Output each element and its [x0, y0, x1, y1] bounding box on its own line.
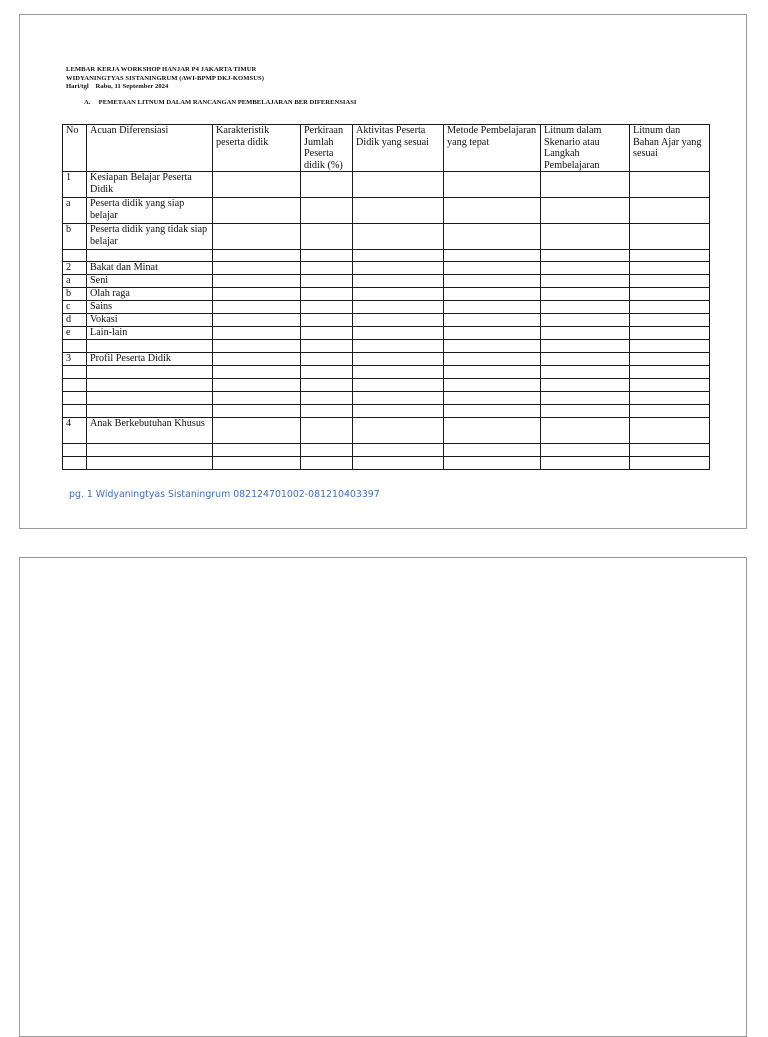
- empty-cell[interactable]: [541, 457, 630, 470]
- empty-cell[interactable]: [301, 314, 353, 327]
- table-row: [63, 172, 710, 198]
- empty-cell[interactable]: [444, 405, 541, 418]
- row-acuan-cell: Vokasi: [87, 314, 213, 327]
- empty-cell[interactable]: [444, 444, 541, 457]
- row-acuan-cell: [87, 250, 213, 262]
- document-header: [66, 66, 264, 92]
- empty-cell[interactable]: [213, 405, 301, 418]
- mapping-table: [62, 124, 710, 470]
- empty-cell[interactable]: [301, 444, 353, 457]
- section-marker: A.: [84, 99, 91, 106]
- empty-cell[interactable]: [541, 418, 630, 444]
- empty-cell[interactable]: [213, 198, 301, 224]
- row-acuan-cell: [87, 444, 213, 457]
- row-acuan-cell: [87, 392, 213, 405]
- row-number-cell: 1: [63, 172, 87, 198]
- empty-cell[interactable]: [630, 301, 710, 314]
- table-row: [63, 327, 710, 340]
- empty-cell[interactable]: [353, 353, 444, 366]
- row-acuan-cell: [87, 340, 213, 353]
- empty-cell[interactable]: [630, 379, 710, 392]
- empty-cell[interactable]: [301, 392, 353, 405]
- table-row: [63, 262, 710, 275]
- empty-cell[interactable]: [301, 327, 353, 340]
- empty-cell[interactable]: [541, 250, 630, 262]
- empty-cell[interactable]: [353, 314, 444, 327]
- empty-cell[interactable]: [541, 379, 630, 392]
- empty-cell[interactable]: [541, 366, 630, 379]
- row-number-cell: d: [63, 314, 87, 327]
- row-acuan-cell: [87, 379, 213, 392]
- empty-cell[interactable]: [541, 198, 630, 224]
- row-number-cell: [63, 405, 87, 418]
- row-acuan-cell: Bakat dan Minat: [87, 262, 213, 275]
- empty-cell[interactable]: [353, 301, 444, 314]
- row-acuan-cell: Lain-lain: [87, 327, 213, 340]
- empty-cell[interactable]: [444, 288, 541, 301]
- row-number-cell: [63, 250, 87, 262]
- table-row: [63, 288, 710, 301]
- row-acuan-cell: Sains: [87, 301, 213, 314]
- header-acuan: Acuan Diferensiasi: [87, 125, 213, 172]
- empty-cell[interactable]: [213, 262, 301, 275]
- empty-cell[interactable]: [353, 327, 444, 340]
- empty-cell[interactable]: [213, 327, 301, 340]
- row-acuan-cell: Peserta didik yang tidak siap belajar: [87, 224, 213, 250]
- table-row: [63, 379, 710, 392]
- empty-cell[interactable]: [630, 314, 710, 327]
- empty-cell[interactable]: [541, 172, 630, 198]
- row-acuan-cell: [87, 457, 213, 470]
- row-number-cell: 3: [63, 353, 87, 366]
- section-heading: [84, 99, 356, 106]
- empty-cell[interactable]: [213, 340, 301, 353]
- row-number-cell: a: [63, 198, 87, 224]
- empty-cell[interactable]: [630, 327, 710, 340]
- empty-cell[interactable]: [301, 198, 353, 224]
- empty-cell[interactable]: [353, 172, 444, 198]
- empty-cell[interactable]: [213, 392, 301, 405]
- empty-cell[interactable]: [301, 250, 353, 262]
- header-date-value: Rabu, 11 September 2024: [95, 83, 169, 91]
- header-date-line: [66, 83, 264, 92]
- header-metode: Metode Pembelajaran yang tepat: [444, 125, 541, 172]
- empty-cell[interactable]: [541, 353, 630, 366]
- table-row: [63, 275, 710, 288]
- empty-cell[interactable]: [541, 224, 630, 250]
- table-row: [63, 250, 710, 262]
- empty-cell[interactable]: [630, 262, 710, 275]
- page-footer: pg. 1 Widyaningtyas Sistaningrum 082124701002-081210403397: [69, 489, 380, 500]
- row-number-cell: [63, 340, 87, 353]
- header-author: WIDYANINGTYAS SISTANINGRUM (AWI-BPMP DKJ-KOMSUS): [66, 74, 264, 82]
- row-acuan-cell: Peserta didik yang siap belajar: [87, 198, 213, 224]
- empty-cell[interactable]: [444, 301, 541, 314]
- header-aktivitas: Aktivitas Peserta Didik yang sesuai: [353, 125, 444, 172]
- empty-cell[interactable]: [301, 405, 353, 418]
- empty-cell[interactable]: [541, 340, 630, 353]
- row-acuan-cell: Seni: [87, 275, 213, 288]
- empty-cell[interactable]: [301, 275, 353, 288]
- empty-cell[interactable]: [301, 457, 353, 470]
- table-row: [63, 301, 710, 314]
- empty-cell[interactable]: [444, 340, 541, 353]
- header-litnum-skenario: Litnum dalam Skenario atau Langkah Pembelajaran: [541, 125, 630, 172]
- table-row: [63, 418, 710, 444]
- empty-cell[interactable]: [353, 444, 444, 457]
- empty-cell[interactable]: [213, 444, 301, 457]
- empty-cell[interactable]: [213, 172, 301, 198]
- table-row: [63, 314, 710, 327]
- empty-cell[interactable]: [353, 366, 444, 379]
- empty-cell[interactable]: [444, 172, 541, 198]
- empty-cell[interactable]: [630, 224, 710, 250]
- empty-cell[interactable]: [213, 288, 301, 301]
- empty-cell[interactable]: [213, 314, 301, 327]
- table-row: [63, 224, 710, 250]
- table-row: [63, 392, 710, 405]
- row-acuan-cell: Olah raga: [87, 288, 213, 301]
- table-body: [63, 172, 710, 470]
- empty-cell[interactable]: [630, 418, 710, 444]
- empty-cell[interactable]: [301, 172, 353, 198]
- empty-cell[interactable]: [353, 379, 444, 392]
- empty-cell[interactable]: [541, 392, 630, 405]
- empty-cell[interactable]: [213, 250, 301, 262]
- empty-cell[interactable]: [444, 366, 541, 379]
- empty-cell[interactable]: [353, 262, 444, 275]
- empty-cell[interactable]: [301, 379, 353, 392]
- empty-cell[interactable]: [630, 353, 710, 366]
- empty-cell[interactable]: [541, 301, 630, 314]
- empty-cell[interactable]: [353, 275, 444, 288]
- empty-cell[interactable]: [630, 444, 710, 457]
- empty-cell[interactable]: [541, 405, 630, 418]
- row-acuan-cell: Profil Peserta Didik: [87, 353, 213, 366]
- row-number-cell: [63, 444, 87, 457]
- empty-cell[interactable]: [301, 418, 353, 444]
- empty-cell[interactable]: [541, 275, 630, 288]
- section-title: PEMETAAN LITNUM DALAM RANCANGAN PEMBELAJARAN BER DIFERENSIASI: [98, 99, 357, 106]
- empty-cell[interactable]: [301, 340, 353, 353]
- row-number-cell: [63, 366, 87, 379]
- empty-cell[interactable]: [630, 392, 710, 405]
- empty-cell[interactable]: [301, 224, 353, 250]
- empty-cell[interactable]: [630, 288, 710, 301]
- header-litnum-bahan: Litnum dan Bahan Ajar yang sesuai: [630, 125, 710, 172]
- row-acuan-cell: Anak Berkebutuhan Khusus: [87, 418, 213, 444]
- empty-cell[interactable]: [353, 288, 444, 301]
- document-page-2: [19, 557, 747, 1037]
- empty-cell[interactable]: [444, 457, 541, 470]
- empty-cell[interactable]: [353, 250, 444, 262]
- empty-cell[interactable]: [630, 340, 710, 353]
- row-acuan-cell: [87, 405, 213, 418]
- table-row: [63, 340, 710, 353]
- empty-cell[interactable]: [213, 457, 301, 470]
- table-header-row: [63, 125, 710, 172]
- empty-cell[interactable]: [301, 301, 353, 314]
- row-number-cell: b: [63, 224, 87, 250]
- empty-cell[interactable]: [541, 262, 630, 275]
- row-number-cell: [63, 457, 87, 470]
- table-row: [63, 405, 710, 418]
- empty-cell[interactable]: [213, 275, 301, 288]
- empty-cell[interactable]: [630, 405, 710, 418]
- row-acuan-cell: [87, 366, 213, 379]
- table-row: [63, 353, 710, 366]
- empty-cell[interactable]: [630, 457, 710, 470]
- empty-cell[interactable]: [353, 224, 444, 250]
- empty-cell[interactable]: [630, 250, 710, 262]
- empty-cell[interactable]: [444, 379, 541, 392]
- header-karakteristik: Karakteristik peserta didik: [213, 125, 301, 172]
- empty-cell[interactable]: [213, 224, 301, 250]
- empty-cell[interactable]: [213, 366, 301, 379]
- empty-cell[interactable]: [541, 288, 630, 301]
- empty-cell[interactable]: [630, 198, 710, 224]
- row-number-cell: 4: [63, 418, 87, 444]
- header-perkiraan: Perkiraan Jumlah Peserta didik (%): [301, 125, 353, 172]
- header-workshop-title: LEMBAR KERJA WORKSHOP HANJAR P4 JAKARTA TIMUR: [66, 66, 257, 73]
- empty-cell[interactable]: [353, 457, 444, 470]
- header-date-label: Hari/tgl: [66, 83, 89, 91]
- empty-cell[interactable]: [353, 392, 444, 405]
- empty-cell[interactable]: [444, 314, 541, 327]
- empty-cell[interactable]: [541, 314, 630, 327]
- row-number-cell: [63, 379, 87, 392]
- table-row: [63, 444, 710, 457]
- empty-cell[interactable]: [444, 327, 541, 340]
- empty-cell[interactable]: [301, 262, 353, 275]
- empty-cell[interactable]: [541, 444, 630, 457]
- empty-cell[interactable]: [444, 198, 541, 224]
- empty-cell[interactable]: [444, 250, 541, 262]
- empty-cell[interactable]: [213, 301, 301, 314]
- header-no: No: [63, 125, 87, 172]
- empty-cell[interactable]: [301, 288, 353, 301]
- empty-cell[interactable]: [353, 198, 444, 224]
- empty-cell[interactable]: [353, 340, 444, 353]
- row-number-cell: [63, 392, 87, 405]
- row-number-cell: a: [63, 275, 87, 288]
- empty-cell[interactable]: [301, 366, 353, 379]
- empty-cell[interactable]: [444, 418, 541, 444]
- empty-cell[interactable]: [444, 392, 541, 405]
- empty-cell[interactable]: [213, 418, 301, 444]
- empty-cell[interactable]: [444, 275, 541, 288]
- row-number-cell: 2: [63, 262, 87, 275]
- empty-cell[interactable]: [444, 224, 541, 250]
- empty-cell[interactable]: [541, 327, 630, 340]
- empty-cell[interactable]: [301, 353, 353, 366]
- empty-cell[interactable]: [353, 418, 444, 444]
- empty-cell[interactable]: [213, 353, 301, 366]
- row-acuan-cell: Kesiapan Belajar Peserta Didik: [87, 172, 213, 198]
- table-row: [63, 198, 710, 224]
- row-number-cell: b: [63, 288, 87, 301]
- empty-cell[interactable]: [444, 262, 541, 275]
- empty-cell[interactable]: [630, 275, 710, 288]
- empty-cell[interactable]: [444, 353, 541, 366]
- table-row: [63, 457, 710, 470]
- empty-cell[interactable]: [213, 379, 301, 392]
- row-number-cell: e: [63, 327, 87, 340]
- document-page-1: [19, 14, 747, 529]
- empty-cell[interactable]: [353, 405, 444, 418]
- empty-cell[interactable]: [630, 366, 710, 379]
- table-row: [63, 366, 710, 379]
- empty-cell[interactable]: [630, 172, 710, 198]
- row-number-cell: c: [63, 301, 87, 314]
